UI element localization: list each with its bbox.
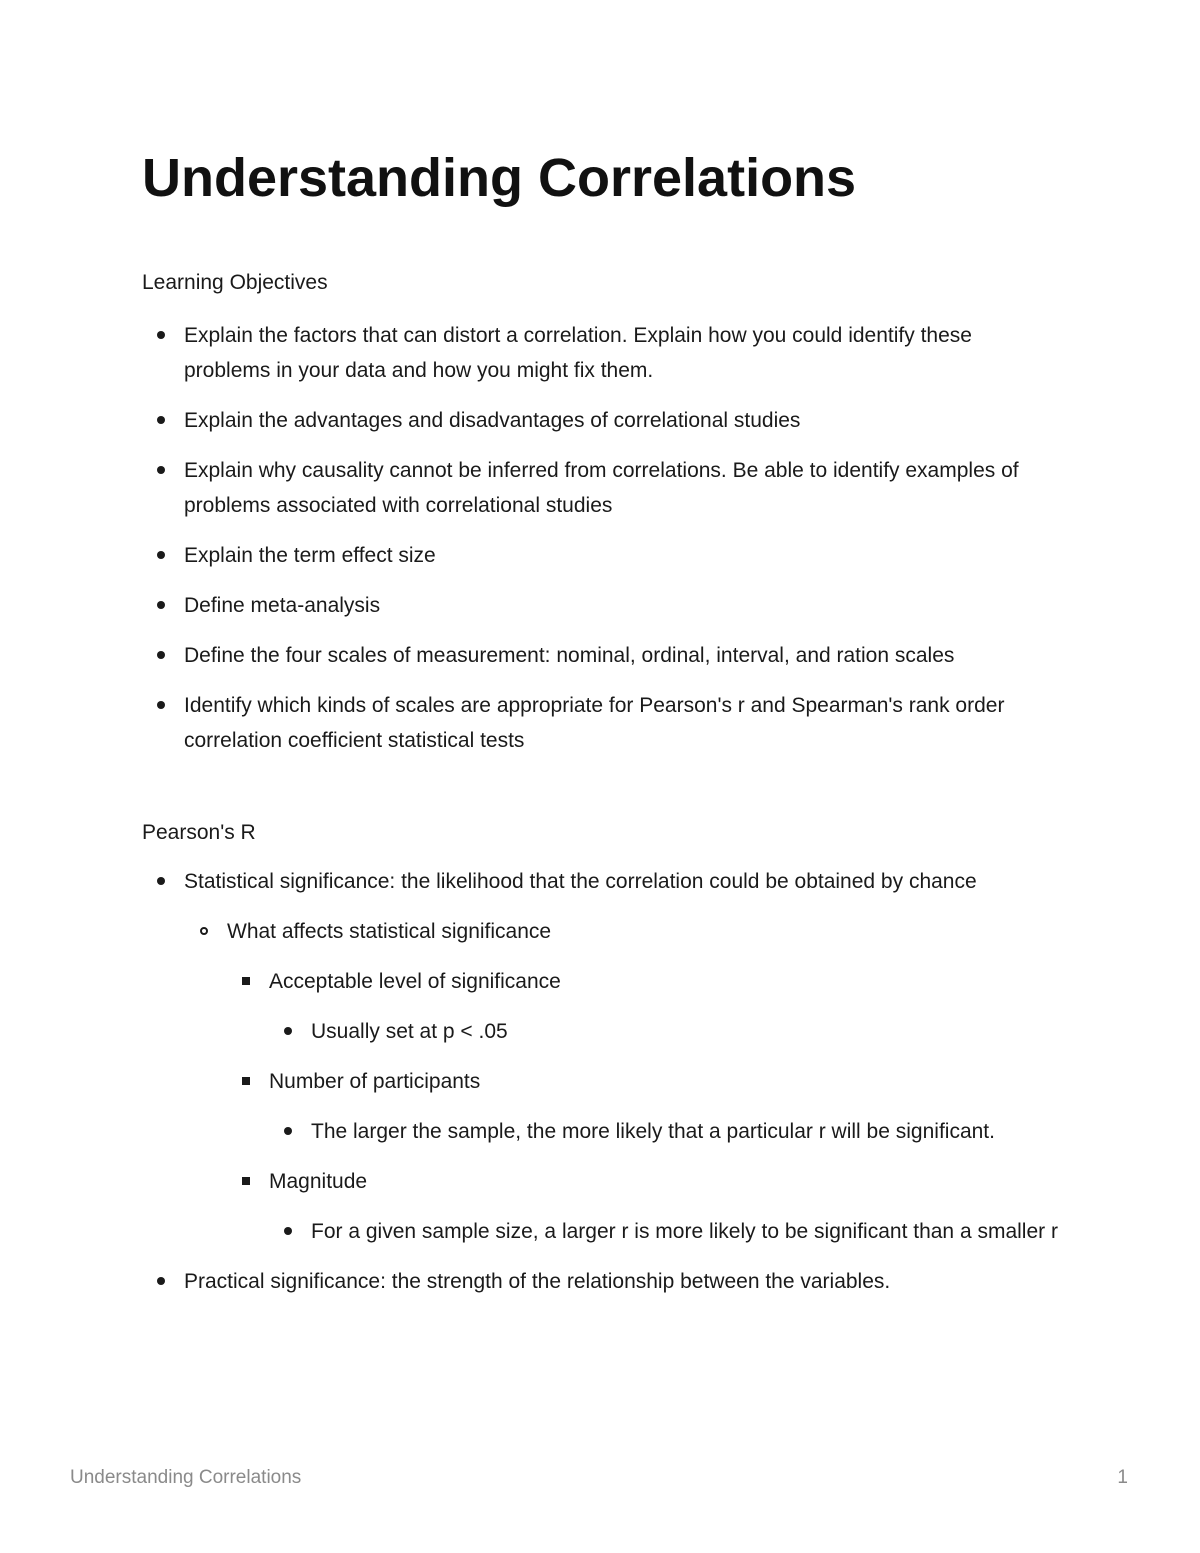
learning-objectives-heading: Learning Objectives bbox=[142, 271, 328, 294]
bullet-disc-icon bbox=[157, 416, 165, 424]
list-item-text: Practical significance: the strength of the relationship between the variables. bbox=[184, 1270, 891, 1293]
list-item-text: Number of participants bbox=[269, 1070, 481, 1093]
list-item-text: Explain why causality cannot be inferred from correlations. Be able to identify examples of problems associated with correlational studies bbox=[184, 459, 1019, 517]
list-item-text: Explain the advantages and disadvantages of correlational studies bbox=[184, 409, 801, 432]
list-item bbox=[184, 1264, 1064, 1299]
list-item-text: Identify which kinds of scales are appropriate for Pearson's r and Spearman's rank order correlation coefficient statistical tests bbox=[184, 694, 1005, 752]
list-item-text: Define the four scales of measurement: nominal, ordinal, interval, and ration scales bbox=[184, 644, 955, 667]
list-item bbox=[269, 964, 1064, 999]
list-item bbox=[184, 688, 1064, 758]
list-item-text: Define meta-analysis bbox=[184, 594, 381, 617]
footer-page-number: 1 bbox=[1117, 1467, 1128, 1488]
bullet-disc-icon bbox=[157, 331, 165, 339]
bullet-disc-icon bbox=[157, 877, 165, 885]
list-item-text: What affects statistical significance bbox=[227, 920, 552, 943]
bullet-disc-icon bbox=[284, 1127, 292, 1135]
list-item bbox=[269, 1064, 1064, 1099]
list-item-text: Explain the term effect size bbox=[184, 544, 436, 567]
bullet-disc-icon bbox=[157, 1277, 165, 1285]
list-item-text: The larger the sample, the more likely that a particular r will be significant. bbox=[311, 1120, 995, 1143]
list-item bbox=[184, 318, 1064, 388]
list-item bbox=[184, 638, 1064, 673]
bullet-circle-icon bbox=[200, 927, 208, 935]
list-item-text: Explain the factors that can distort a correlation. Explain how you could identify these problems in your data and how you might fix them. bbox=[184, 324, 972, 382]
bullet-disc-icon bbox=[284, 1027, 292, 1035]
list-item-text: For a given sample size, a larger r is more likely to be significant than a smaller r bbox=[311, 1220, 1058, 1243]
list-item bbox=[311, 1114, 1001, 1149]
learning-objectives-list bbox=[184, 318, 1064, 773]
bullet-disc-icon bbox=[157, 551, 165, 559]
list-item bbox=[311, 1014, 1064, 1049]
list-item bbox=[184, 538, 1064, 573]
bullet-square-icon bbox=[242, 1177, 250, 1185]
pearsons-r-heading: Pearson's R bbox=[142, 821, 256, 844]
list-item-text: Acceptable level of significance bbox=[269, 970, 561, 993]
list-item bbox=[227, 914, 1064, 949]
bullet-disc-icon bbox=[157, 601, 165, 609]
bullet-disc-icon bbox=[284, 1227, 292, 1235]
list-item bbox=[269, 1164, 1064, 1199]
pearsons-r-list bbox=[184, 864, 1064, 1314]
list-item-text: Magnitude bbox=[269, 1170, 368, 1193]
page-title: Understanding Correlations bbox=[142, 148, 857, 208]
bullet-disc-icon bbox=[157, 651, 165, 659]
list-item-text: Statistical significance: the likelihood that the correlation could be obtained by chance bbox=[184, 870, 977, 893]
bullet-square-icon bbox=[242, 977, 250, 985]
bullet-disc-icon bbox=[157, 466, 165, 474]
footer-document-title: Understanding Correlations bbox=[70, 1467, 302, 1488]
list-item bbox=[184, 453, 1064, 523]
bullet-disc-icon bbox=[157, 701, 165, 709]
list-item bbox=[184, 864, 1064, 899]
list-item bbox=[184, 588, 1064, 623]
list-item bbox=[311, 1214, 1061, 1249]
list-item bbox=[184, 403, 1064, 438]
list-item-text: Usually set at p < .05 bbox=[311, 1020, 508, 1043]
bullet-square-icon bbox=[242, 1077, 250, 1085]
